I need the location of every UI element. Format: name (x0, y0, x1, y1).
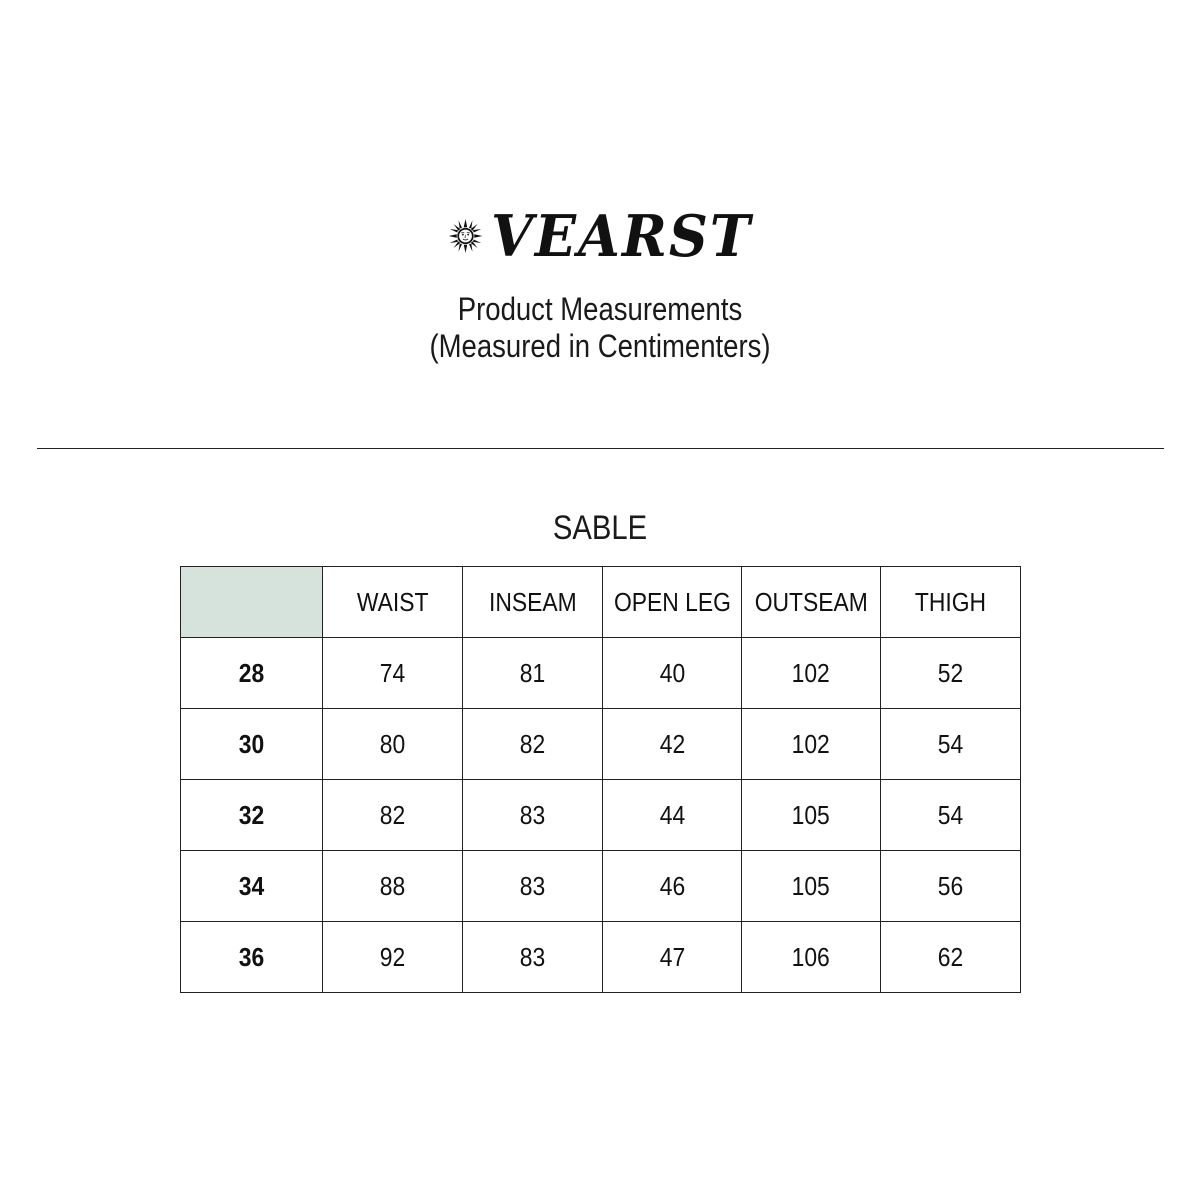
table-cell: 81 (463, 638, 603, 709)
table-cell: 54 (881, 709, 1021, 780)
header-row (181, 567, 1021, 638)
table-cell: 83 (463, 922, 603, 993)
row-label-size: 36 (181, 922, 323, 993)
table-cell: 47 (603, 922, 742, 993)
table-cell: 83 (463, 851, 603, 922)
table-cell: 62 (881, 922, 1021, 993)
table-cell: 80 (323, 709, 463, 780)
table-cell: 92 (323, 922, 463, 993)
table-cell: 56 (881, 851, 1021, 922)
table-row (181, 851, 1021, 922)
table-cell: 102 (742, 638, 881, 709)
table-cell: 106 (742, 922, 881, 993)
table-cell: 46 (603, 851, 742, 922)
table-cell: 102 (742, 709, 881, 780)
corner-cell (181, 567, 323, 638)
row-label-size: 30 (181, 709, 323, 780)
sun-face-icon (448, 206, 483, 266)
table-cell: 44 (603, 780, 742, 851)
brand-logo (448, 200, 752, 272)
table-cell: 105 (742, 851, 881, 922)
table-cell: 88 (323, 851, 463, 922)
row-label-size: 34 (181, 851, 323, 922)
page-subtitle: (Measured in Centimenters) (429, 328, 771, 364)
row-label-size: 32 (181, 780, 323, 851)
table-cell: 105 (742, 780, 881, 851)
table-title: SABLE (552, 509, 648, 547)
brand-wordmark: VEARST (490, 202, 752, 270)
table-row (181, 709, 1021, 780)
table-cell: 82 (323, 780, 463, 851)
size-chart-table (180, 566, 1021, 993)
table-row (181, 638, 1021, 709)
table-cell: 54 (881, 780, 1021, 851)
table-cell: 52 (881, 638, 1021, 709)
column-header-waist: WAIST (323, 567, 463, 638)
page-title: Product Measurements (457, 291, 743, 327)
column-header-outseam: OUTSEAM (742, 567, 881, 638)
divider (37, 448, 1164, 449)
column-header-open-leg: OPEN LEG (603, 567, 742, 638)
row-label-size: 28 (181, 638, 323, 709)
table-cell: 42 (603, 709, 742, 780)
table-cell: 74 (323, 638, 463, 709)
table-row (181, 780, 1021, 851)
table-cell: 83 (463, 780, 603, 851)
column-header-thigh: THIGH (881, 567, 1021, 638)
table-cell: 40 (603, 638, 742, 709)
table-row (181, 922, 1021, 993)
table-cell: 82 (463, 709, 603, 780)
column-header-inseam: INSEAM (463, 567, 603, 638)
